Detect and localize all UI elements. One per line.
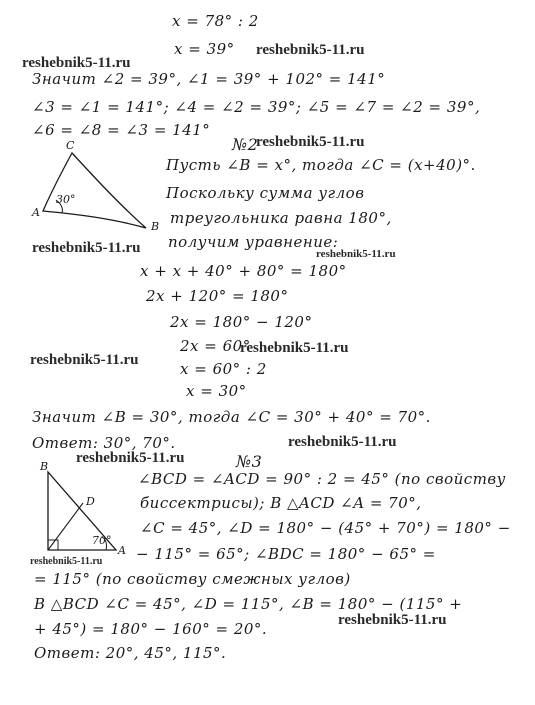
solution-line: Значит ∠2 = 39°, ∠1 = 39° + 102° = 141° (32, 70, 386, 88)
solution-line: В △BCD ∠C = 45°, ∠D = 115°, ∠B = 180° − (115° + (34, 595, 463, 613)
solution-line: Значит ∠B = 30°, тогда ∠C = 30° + 40° = 70°. (32, 408, 431, 426)
problem-number: №2 (232, 135, 259, 154)
watermark: reshebnik5-11.ru (256, 42, 365, 58)
watermark: reshebnik5-11.ru (76, 450, 185, 466)
solution-line: x + x + 40° + 80° = 180° (140, 262, 347, 280)
watermark: reshebnik5-11.ru (256, 134, 365, 150)
vertex-label: A (32, 206, 40, 219)
solution-line: x = 39° (174, 40, 235, 58)
solution-line: Поскольку сумма углов (166, 184, 365, 202)
watermark: reshebnik5-11.ru (30, 556, 103, 567)
solution-line: x = 30° (186, 382, 247, 400)
watermark: reshebnik5-11.ru (32, 240, 141, 256)
answer-line: Ответ: 20°, 45°, 115°. (34, 644, 227, 662)
watermark: reshebnik5-11.ru (240, 340, 349, 356)
bisector-cd (48, 503, 83, 550)
watermark: reshebnik5-11.ru (22, 55, 131, 71)
vertex-label: C (66, 139, 75, 152)
vertex-label: B (40, 460, 49, 473)
solution-line: ∠BCD = ∠ACD = 90° : 2 = 45° (по свойству (138, 470, 506, 488)
vertex-label: D (86, 495, 95, 508)
solution-line: 2x = 180° − 120° (170, 313, 313, 331)
solution-line: − 115° = 65°; ∠BDC = 180° − 65° = (136, 545, 436, 563)
solution-line: x = 78° : 2 (172, 12, 259, 30)
solution-line: треугольника равна 180°, (170, 209, 392, 227)
vertex-label: A (118, 544, 126, 557)
watermark: reshebnik5-11.ru (30, 352, 139, 368)
answer-line: Ответ: 30°, 70°. (32, 434, 176, 452)
angle-label: 30° (56, 193, 76, 206)
watermark: reshebnik5-11.ru (316, 248, 396, 260)
solution-line: биссектрисы); В △ACD ∠A = 70°, (140, 494, 422, 512)
solution-line: = 115° (по свойству смежных углов) (34, 570, 351, 588)
solution-line: ∠6 = ∠8 = ∠3 = 141° (32, 121, 211, 139)
solution-line: ∠3 = ∠1 = 141°; ∠4 = ∠2 = 39°; ∠5 = ∠7 = ∠2 = 39°, (32, 98, 481, 116)
solution-line: Пусть ∠B = x°, тогда ∠C = (x+40)°. (166, 156, 476, 174)
watermark: reshebnik5-11.ru (338, 612, 447, 628)
solution-line: x = 60° : 2 (180, 360, 267, 378)
angle-label: 70° (92, 534, 112, 547)
solution-line: 2x = 60° (180, 337, 251, 355)
vertex-label: B (151, 220, 160, 233)
solution-line: ∠C = 45°, ∠D = 180° − (45° + 70°) = 180° − (140, 519, 511, 537)
triangle-abc (43, 153, 146, 228)
problem-number: №3 (236, 452, 263, 471)
watermark: reshebnik5-11.ru (288, 434, 397, 450)
solution-line: получим уравнение: (168, 233, 339, 251)
solution-line: 2x + 120° = 180° (146, 287, 289, 305)
solution-line: + 45°) = 180° − 160° = 20°. (34, 620, 268, 638)
